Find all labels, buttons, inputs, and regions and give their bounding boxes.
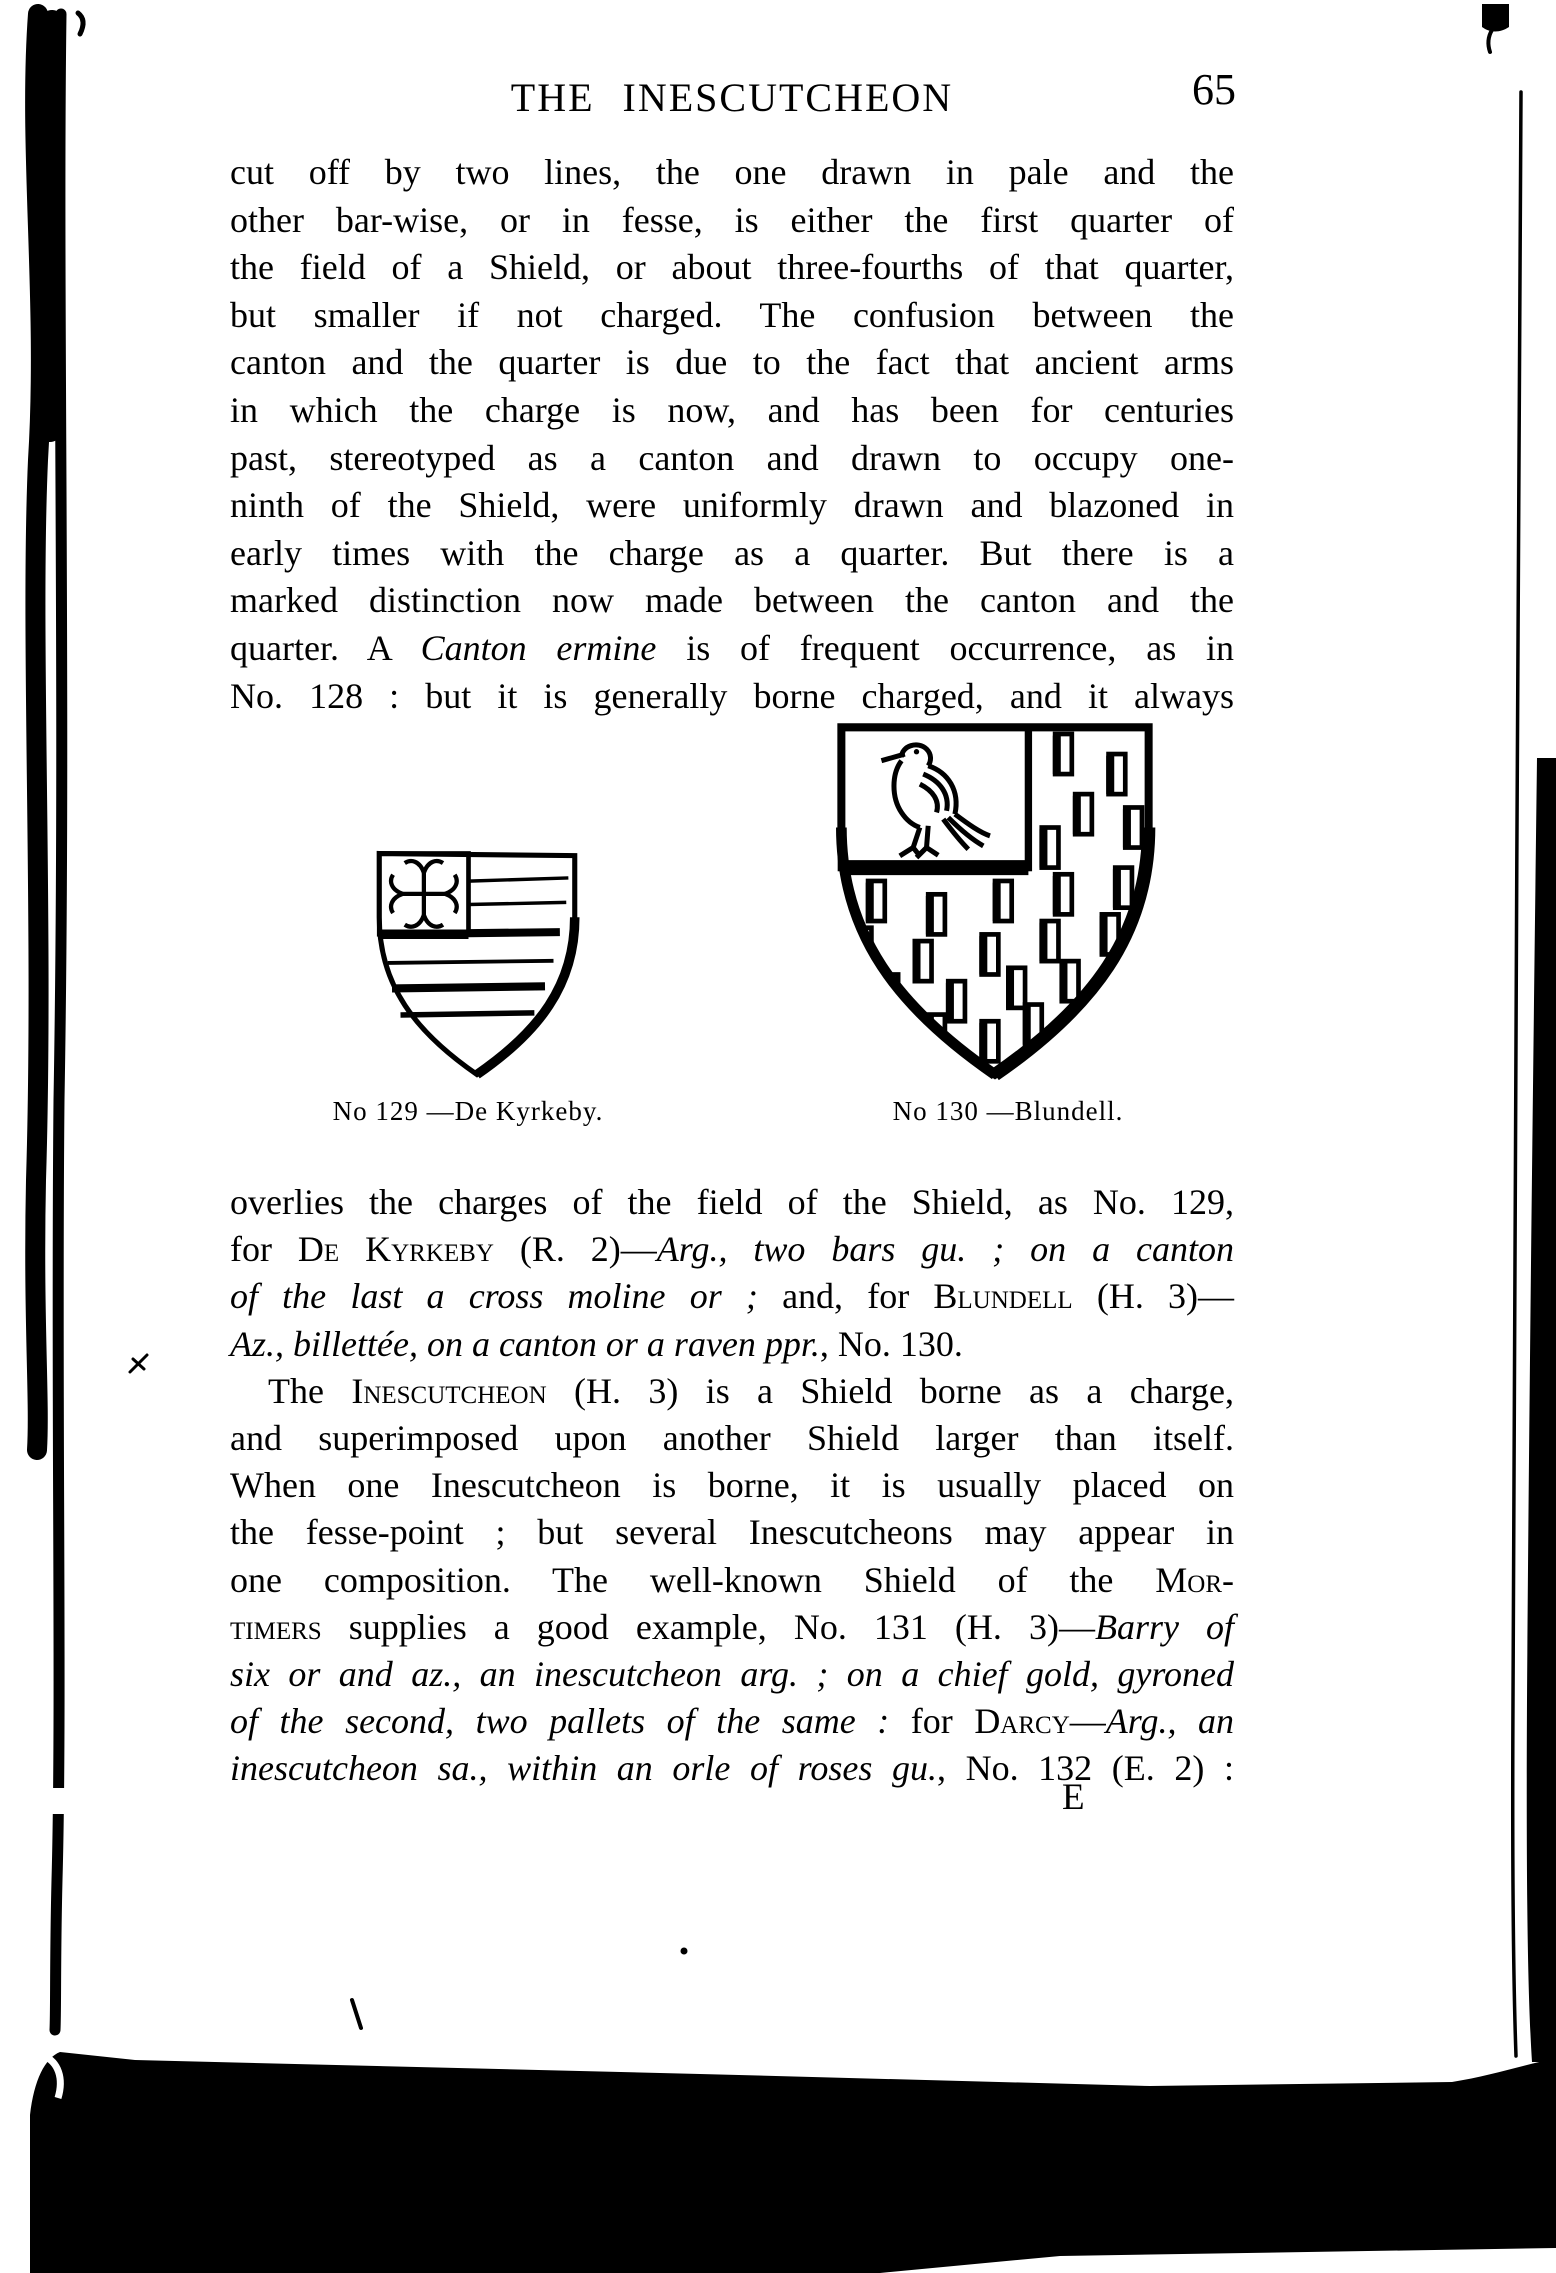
text-run: in which the charge is now, and has been for centuries [230, 389, 1234, 430]
text-run: (H. 3) is a Shield borne as a charge, [546, 1370, 1234, 1411]
text-run: Inescutcheon [351, 1370, 547, 1411]
text-run: Barry of [1094, 1606, 1234, 1647]
text-run: (H. 3)— [1072, 1276, 1234, 1317]
text-run: Darcy [974, 1701, 1070, 1742]
text-line [230, 530, 1234, 578]
text-line [230, 387, 1234, 435]
text-run: overlies the charges of the field of the Shield, as No. 129, [230, 1182, 1234, 1222]
kyrkeby-shield-illustration [368, 845, 586, 1083]
text-line [230, 1368, 1234, 1415]
text-run: timers [230, 1606, 322, 1647]
text-run: inescutcheon sa., within an orle of roses gu. [230, 1748, 937, 1789]
text-run: but smaller if not charged. The confusion between the [230, 294, 1234, 335]
text-run: The [268, 1370, 352, 1411]
text-line [230, 1179, 1234, 1226]
cross-moline-icon [391, 861, 457, 927]
signature-mark: E [1062, 1777, 1085, 1818]
text-run: canton and the quarter is due to the fact that ancient arms [230, 342, 1234, 383]
text-run: of the second, two pallets of the same : [230, 1701, 890, 1742]
body-paragraph-1 [230, 149, 1234, 720]
stray-dot [681, 1948, 688, 1955]
text-run: Canton ermine [420, 627, 657, 668]
text-run: — [1069, 1701, 1106, 1742]
left-gutter-streak [35, 14, 41, 1450]
text-line [230, 1321, 1234, 1368]
stray-stroke [352, 2000, 361, 2028]
text-line [230, 482, 1234, 530]
bottom-scan-band [30, 2052, 1556, 2273]
text-line [230, 197, 1234, 245]
text-run: (R. 2)— [493, 1229, 657, 1270]
pen-tick-mark [130, 1355, 147, 1372]
text-line [230, 1651, 1234, 1698]
text-run: one composition. The well-known Shield of the [230, 1559, 1156, 1600]
billets [855, 734, 1142, 1061]
right-edge-band [1527, 758, 1556, 2062]
blundell-shield-illustration [828, 712, 1162, 1090]
body-paragraph-2 [230, 1179, 1234, 1793]
text-line [230, 1462, 1234, 1509]
text-run: When one Inescutcheon is borne, it is usually placed on [230, 1465, 1234, 1506]
heater-shield-icon [368, 845, 586, 1083]
text-run: De Kyrkeby [297, 1229, 494, 1270]
figure-caption-130: No 130 —Blundell. [892, 1096, 1124, 1126]
text-line [230, 339, 1234, 387]
right-crease-line [1513, 92, 1521, 2056]
text-run: marked distinction now made between the canton and the [230, 580, 1234, 621]
page-header-title: THE INESCUTCHEON [510, 75, 954, 120]
text-line [230, 244, 1234, 292]
heater-shield-icon [828, 712, 1162, 1090]
corner-blob [1482, 4, 1509, 32]
text-run: supplies a good example, No. 131 (H. 3)— [321, 1606, 1095, 1647]
page-number: 65 [1192, 65, 1236, 114]
text-run: of the last a cross moline or ; [230, 1276, 758, 1317]
text-line [230, 149, 1234, 197]
text-line [230, 1273, 1234, 1320]
text-run: for [230, 1229, 298, 1270]
text-run: and, for [757, 1276, 934, 1317]
text-run: quarter. A [230, 627, 421, 668]
text-run: , No. 132 (E. 2) : [936, 1748, 1235, 1789]
text-run: for [889, 1701, 975, 1742]
text-run: Mor- [1155, 1559, 1234, 1600]
text-line [230, 1415, 1234, 1462]
bars [388, 878, 569, 1015]
text-line [230, 1698, 1234, 1745]
raven-icon [881, 745, 990, 858]
text-run: ninth of the Shield, were uniformly drawn and blazoned in [230, 485, 1234, 526]
text-line [230, 577, 1234, 625]
text-run: the fesse-point ; but several Inescutcheons may appear in [230, 1512, 1234, 1553]
text-run: past, stereotyped as a canton and drawn to occupy one- [230, 437, 1234, 478]
text-run: , No. 130. [819, 1323, 963, 1364]
text-run: early times with the charge as a quarter. But there is a [230, 532, 1234, 573]
text-run: No. 128 : but it is generally borne charged, and it always [230, 675, 1234, 716]
text-run: Blundell [933, 1276, 1073, 1317]
text-run: cut off by two lines, the one drawn in pale and the [230, 152, 1234, 192]
figure-caption-129: No 129 —De Kyrkeby. [332, 1096, 604, 1126]
text-run: Arg., an [1105, 1701, 1234, 1742]
text-run: and superimposed upon another Shield larger than itself. [230, 1418, 1234, 1459]
text-line [230, 292, 1234, 340]
text-line [230, 625, 1234, 673]
text-run: Az., billettée, on a canton or a raven ppr. [230, 1323, 820, 1364]
text-line [230, 1557, 1234, 1604]
text-line [230, 1509, 1234, 1556]
text-run: other bar-wise, or in fesse, is either the first quarter of [230, 199, 1234, 240]
text-run: is of frequent occurrence, as in [656, 627, 1235, 668]
text-run: six or and az., an inescutcheon arg. ; on a chief gold, gyroned [230, 1654, 1234, 1695]
text-line [230, 1226, 1234, 1273]
text-run: the field of a Shield, or about three-fourths of that quarter, [230, 247, 1234, 288]
text-line [230, 1604, 1234, 1651]
text-run: Arg., two bars gu. ; on a canton [656, 1229, 1234, 1270]
text-line [230, 435, 1234, 483]
